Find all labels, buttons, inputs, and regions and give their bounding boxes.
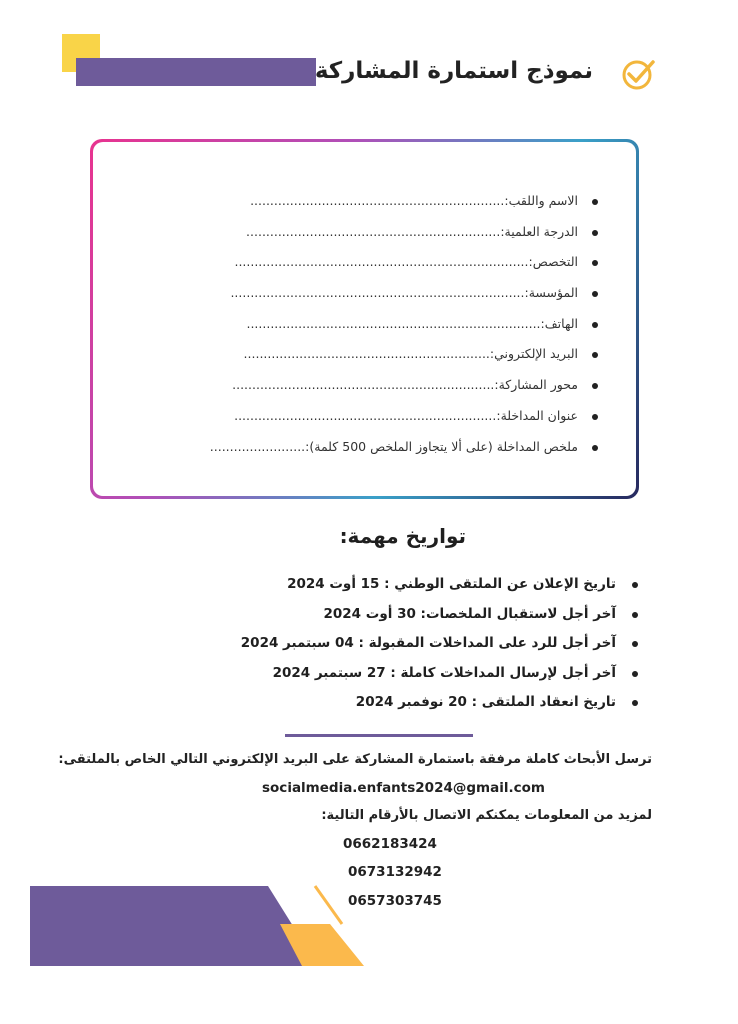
date-item: تاريخ الإعلان عن الملتقى الوطني : 15 أوت 2024: [241, 570, 638, 600]
field-dots: ..........................................................................: [234, 254, 529, 270]
field-label: عنوان المداخلة:: [496, 407, 578, 423]
dates-list: [241, 570, 638, 718]
submission-instructions: ترسل الأبحاث كاملة مرفقة باستمارة المشاركة على البريد الإلكتروني التالي الخاص بالملتقى:: [58, 752, 652, 767]
date-item: آخر أجل للرد على المداخلات المقبولة : 04 سبتمبر 2024: [241, 629, 638, 659]
page-title: نموذج استمارة المشاركة: [314, 58, 593, 84]
field-dots: ..................................................................: [232, 377, 495, 393]
field-label: الاسم واللقب:: [504, 193, 578, 208]
field-dots: ..........................................................................: [246, 315, 541, 331]
field-dots: ..................................................................: [234, 407, 497, 423]
more-info-text: لمزيد من المعلومات يمكنكم الاتصال بالأرقام التالية:: [321, 808, 652, 823]
date-item: تاريخ انعقاد الملتقى : 20 نوفمبر 2024: [241, 688, 638, 718]
section-divider: [285, 734, 473, 737]
participation-form-box: [90, 139, 639, 499]
field-label: المؤسسة:: [524, 285, 578, 301]
contact-email-link[interactable]: socialmedia.enfants2024@gmail.com: [262, 780, 545, 796]
field-dots: ........................: [209, 438, 306, 454]
field-dots: ................................................................: [250, 193, 505, 208]
form-fields-list: [210, 186, 598, 462]
field-label: الهاتف:: [540, 315, 578, 331]
form-field-abstract: [210, 432, 598, 463]
field-label: البريد الإلكتروني:: [489, 346, 578, 362]
phone-number[interactable]: 0657303745: [348, 893, 442, 909]
purple-decor-bar: [76, 58, 316, 86]
form-field-email: [210, 339, 598, 370]
date-item: آخر أجل لإرسال المداخلات كاملة : 27 سبتمبر 2024: [241, 659, 638, 689]
form-field-specialty: [210, 247, 598, 278]
form-field-name: [210, 186, 598, 217]
form-field-phone: [210, 309, 598, 340]
date-item: آخر أجل لاستقبال الملخصات: 30 أوت 2024: [241, 600, 638, 630]
field-label: محور المشاركة:: [494, 377, 578, 393]
form-field-degree: [210, 217, 598, 248]
form-field-institution: [210, 278, 598, 309]
form-inner: [93, 142, 636, 496]
phone-number[interactable]: 0662183424: [343, 836, 437, 852]
form-field-title: [210, 401, 598, 432]
form-field-axis: [210, 370, 598, 401]
field-dots: ..........................................................................: [230, 285, 525, 301]
dates-heading: تواريخ مهمة:: [339, 524, 466, 548]
phone-number[interactable]: 0673132942: [348, 864, 442, 880]
field-label: ملخص المداخلة (على ألا يتجاوز الملخص 500 كلمة):: [305, 438, 578, 454]
field-label: الدرجة العلمية:: [500, 223, 578, 239]
field-dots: ..............................................................: [243, 346, 490, 362]
check-circle-icon: [620, 56, 656, 92]
field-label: التخصص:: [528, 254, 578, 270]
field-dots: ................................................................: [246, 223, 501, 239]
footer-decor-shape: [30, 884, 370, 966]
